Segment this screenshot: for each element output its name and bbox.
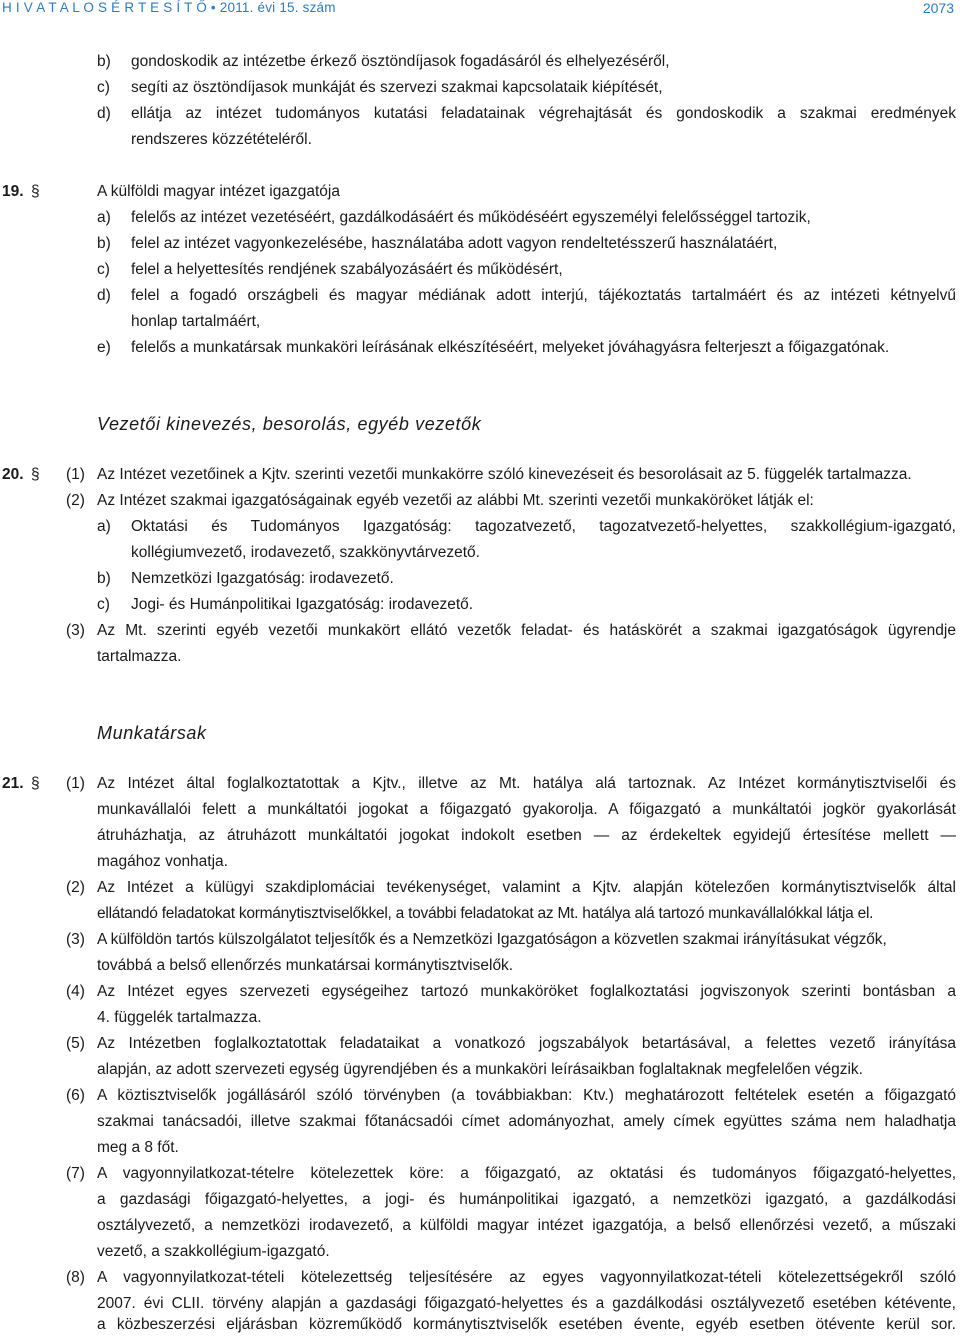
section-heading: Vezetői kinevezés, besorolás, egyéb vezetők (97, 414, 482, 434)
paragraph-text: 4. függelék tartalmazza. (97, 1009, 262, 1026)
paragraph-label: (4) (66, 983, 85, 1000)
paragraph-text: A köztisztviselők jogállásáról szóló törvényben (a továbbiakban: Ktv.) meghatározott feltételek esetén a főigazgató (97, 1087, 956, 1104)
list-label: c) (97, 596, 110, 613)
section-number: 19. (2, 183, 24, 200)
list-item-text: felelős az intézet vezetéséért, gazdálkodásáért és működéséért egyszemélyi felelősséggel tartozik, (131, 209, 811, 226)
paragraph-label: (1) (66, 775, 85, 792)
paragraph-text: Az Intézet vezetőinek a Kjtv. szerinti vezetői munkakörre szóló kinevezéseit és besorolásait az 5. függelék tartalmazza. (97, 466, 912, 483)
list-item-text: segíti az ösztöndíjasok munkáját és szervezi szakmai kapcsolataik kiépítését, (131, 79, 663, 96)
list-item-text: kollégiumvezető, irodavezető, szakkönyvtárvezető. (131, 544, 480, 561)
list-item-text: felelős a munkatársak munkaköri leírásának elkészítéséért, melyeket jóváhagyásra felterjeszt a főigazgatónak. (131, 339, 890, 356)
paragraph-label: (5) (66, 1035, 85, 1052)
section-heading: Munkatársak (97, 723, 207, 743)
paragraph-text: osztályvezető, a nemzetközi irodavezető, a külföldi magyar intézet igazgatója, a belső ellenőrzési vezető, a műszaki (97, 1217, 956, 1234)
paragraph-text: szakmai tanácsadói, illetve szakmai főtanácsadói címet adományozhat, amely címek együttes száma nem haladhatja (97, 1113, 956, 1130)
list-label: c) (97, 79, 110, 96)
paragraph-text: a gazdasági főigazgató-helyettes, a jogi- és humánpolitikai igazgató, a nemzetközi igazgató, a gazdálkodási (97, 1191, 956, 1208)
list-item-text: rendszeres közzétételéről. (131, 131, 312, 148)
section-intro: A külföldi magyar intézet igazgatója (97, 183, 340, 200)
paragraph-text: Az Intézet a külügyi szakdiplomáciai tevékenységet, valamint a Kjtv. alapján kötelezően kormánytisztviselők által (97, 879, 956, 896)
paragraph-text: a közbeszerzési eljárásban közreműködő kormánytisztviselők esetében évente, egyéb esetben ötévente kerül sor. (97, 1316, 956, 1333)
list-item-text: Nemzetközi Igazgatóság: irodavezető. (131, 570, 394, 587)
paragraph-text: tartalmazza. (97, 648, 182, 665)
paragraph-label: (2) (66, 492, 85, 509)
page-number: 2073 (922, 0, 954, 16)
paragraph-text: munkavállalói felett a munkáltatói jogokat a főigazgató gyakorolja. A főigazgató a munkáltatói jogkör gyakorlását (97, 801, 956, 818)
paragraph-label: (3) (66, 622, 85, 639)
paragraph-text: Az Mt. szerinti egyéb vezetői munkakört ellátó vezetők feladat- és hatáskörét a szakmai igazgatóságok ügyrendje (97, 622, 956, 639)
paragraph-text: Az Intézet által foglalkoztatottak a Kjtv., illetve az Mt. hatálya alá tartoznak. Az Intézet kormánytisztviselői és (97, 775, 956, 792)
list-item-text: felel a helyettesítés rendjének szabályozásáért és működésért, (131, 261, 563, 278)
section-symbol: § (31, 183, 40, 200)
list-label: e) (97, 339, 111, 356)
paragraph-text: Az Intézet szakmai igazgatóságainak egyéb vezetői az alábbi Mt. szerinti vezetői munkaköröket látják el: (97, 492, 814, 509)
running-header (0, 0, 960, 22)
list-label: d) (97, 287, 111, 304)
paragraph-text: Az Intézetben foglalkoztatottak feladataikat a vonatkozó jogszabályok betartásával, a felettes vezető irányítása (97, 1035, 956, 1052)
paragraph-label: (8) (66, 1269, 85, 1286)
list-label: c) (97, 261, 110, 278)
paragraph-label: (7) (66, 1165, 85, 1182)
paragraph-text: ellátandó feladatokat kormánytisztviselőkkel, a további feladatokat az Mt. hatálya alá tartozó munkavállalókkal látja el. (97, 905, 874, 922)
list-item-text: Oktatási és Tudományos Igazgatóság: tagozatvezető, tagozatvezető-helyettes, szakkollégium-igazgató, (131, 518, 956, 535)
list-item-text: ellátja az intézet tudományos kutatási feladatainak végrehajtását és gondoskodik a szakmai eredmények (131, 105, 956, 122)
list-item-text: gondoskodik az intézetbe érkező ösztöndíjasok fogadásáról és elhelyezéséről, (131, 53, 670, 70)
section-symbol: § (31, 775, 40, 792)
paragraph-text: meg a 8 főt. (97, 1139, 179, 1156)
paragraph-label: (6) (66, 1087, 85, 1104)
paragraph-label: (3) (66, 931, 85, 948)
section-number: 20. (2, 466, 24, 483)
list-label: b) (97, 53, 111, 70)
paragraph-label: (1) (66, 466, 85, 483)
paragraph-label: (2) (66, 879, 85, 896)
list-item-text: Jogi- és Humánpolitikai Igazgatóság: irodavezető. (131, 596, 474, 613)
paragraph-text: továbbá a belső ellenőrzés munkatársai kormánytisztviselők. (97, 957, 514, 974)
section-number: 21. (2, 775, 24, 792)
running-title: H I V A T A L O S É R T E S Í T Ő • 2011. évi 15. szám (2, 0, 336, 15)
paragraph-text: átruházhatja, az átruházott munkáltatói jogokat indokolt esetben — az érdekeltek egyidejű értesítése mellett — (97, 827, 956, 844)
list-item-text: honlap tartalmáért, (131, 313, 261, 330)
paragraph-text: A külföldön tartós külszolgálatot teljesítők és a Nemzetközi Igazgatóságon a közvetlen szakmai irányításukat végzők, (97, 931, 887, 948)
list-item-text: felel az intézet vagyonkezelésébe, használatába adott vagyon rendeltetésszerű használatáért, (131, 235, 778, 252)
list-label: a) (97, 209, 111, 226)
paragraph-text: A vagyonnyilatkozat-tételi kötelezettség teljesítésére az egyes vagyonnyilatkozat-tételi kötelezettségekről szóló (97, 1269, 956, 1286)
list-item-text: felel a fogadó országbeli és magyar médiának adott interjú, tájékoztatás tartalmáért és az intézeti kétnyelvű (131, 287, 956, 304)
list-label: d) (97, 105, 111, 122)
paragraph-text: alapján, az adott szervezeti egység ügyrendjében és a munkaköri leírásaikban foglaltaknak megfelelően végzik. (97, 1061, 863, 1078)
list-label: a) (97, 518, 111, 535)
section-symbol: § (31, 466, 40, 483)
paragraph-text: magához vonhatja. (97, 853, 228, 870)
paragraph-text: 2007. évi CLII. törvény alapján a gazdasági főigazgató-helyettes és a gazdálkodási osztályvezető esetében kétévente, (97, 1295, 956, 1312)
paragraph-text: Az Intézet egyes szervezeti egységeihez tartozó munkaköröket foglalkoztatási jogviszonyok szerinti bontásban a (97, 983, 956, 1000)
paragraph-text: vezető, a szakkollégium-igazgató. (97, 1243, 330, 1260)
list-label: b) (97, 570, 111, 587)
list-label: b) (97, 235, 111, 252)
paragraph-text: A vagyonnyilatkozat-tételre kötelezettek köre: a főigazgató, az oktatási és tudományos főigazgató-helyettes, (97, 1165, 956, 1182)
